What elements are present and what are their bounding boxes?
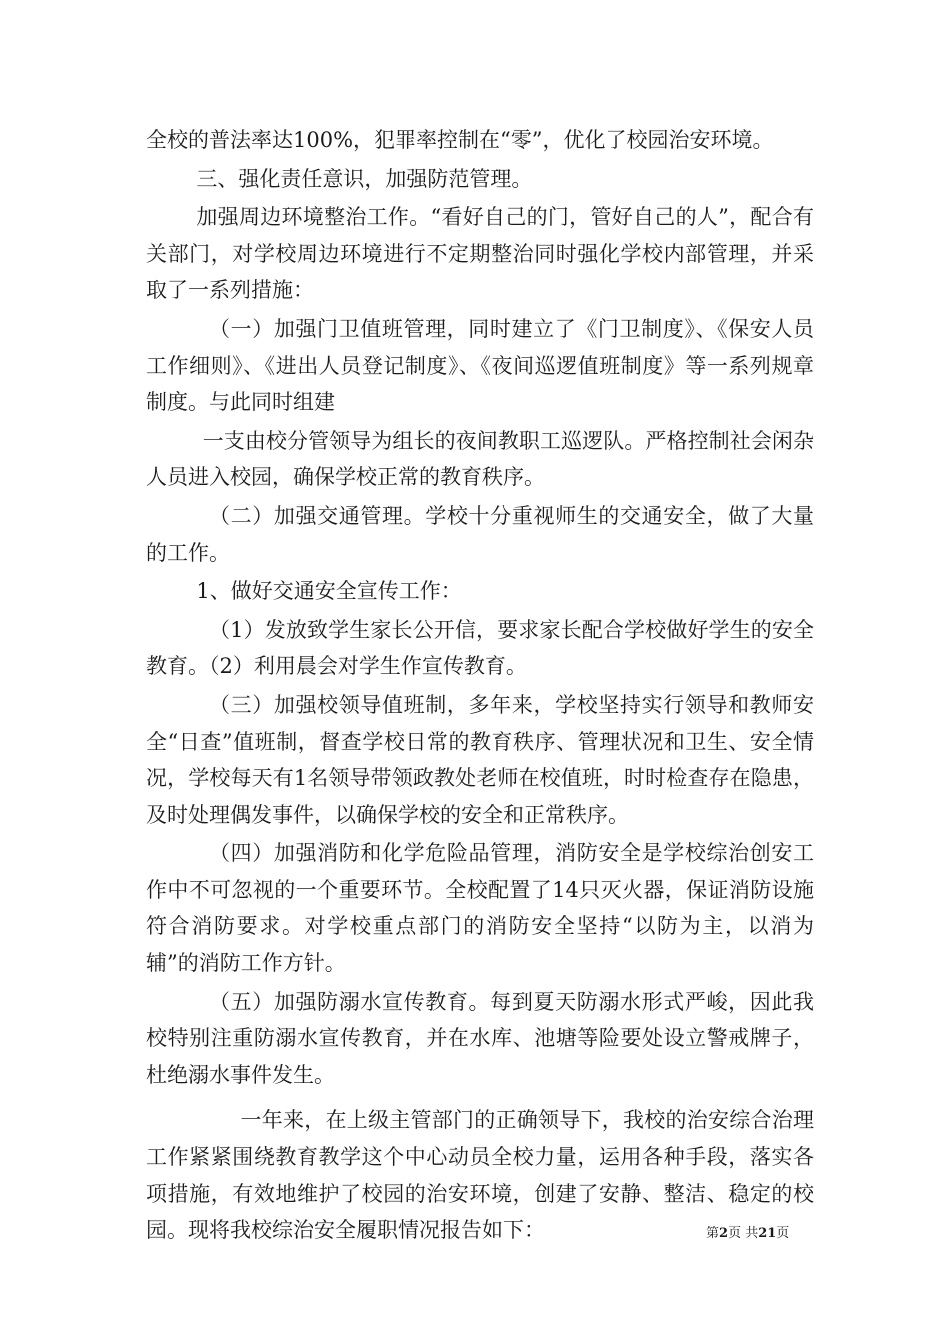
paragraph-11: （五）加强防溺水宣传教育。每到夏天防溺水形式严峻，因此我校特别注重防溺水宣传教育，并在水库、池塘等险要处设立警戒牌子，杜绝溺水事件发生。 xyxy=(146,989,814,1087)
current-page-number: 2 xyxy=(719,1226,729,1241)
page-suffix: 页 xyxy=(776,1226,790,1241)
paragraph-4: （一）加强门卫值班管理，同时建立了《门卫制度》、《保安人员工作细则》、《进出人员登记制度》、《夜间巡逻值班制度》等一系列规章制度。与此同时组建 xyxy=(146,316,814,415)
document-body xyxy=(146,122,814,1249)
paragraph-5: 一支由校分管领导为组长的夜间教职工巡逻队。严格控制社会闲杂人员进入校园，确保学校正常的教育秩序。 xyxy=(146,428,814,490)
paragraph-2: 三、强化责任意识，加强防范管理。 xyxy=(196,166,533,191)
paragraph-3: 加强周边环境整治工作。“看好自己的门，管好自己的人”，配合有关部门，对学校周边环境进行不定期整治同时强化学校内部管理，并采取了一系列措施： xyxy=(146,205,814,303)
page-number xyxy=(706,1222,789,1241)
paragraph-12: 一年来，在上级主管部门的正确领导下，我校的治安综合治理工作紧紧围绕教育教学这个中心动员全校力量，运用各种手段，落实各项措施，有效地维护了校园的治安环境，创建了安静、整洁、稳定的校园。现将我校综治安全履职情况报告如下： xyxy=(146,1108,814,1243)
paragraph-6: （二）加强交通管理。学校十分重视师生的交通安全，做了大量的工作。 xyxy=(146,503,814,565)
total-page-number: 21 xyxy=(758,1226,777,1241)
page-prefix: 第 xyxy=(706,1226,720,1241)
paragraph-10: （四）加强消防和化学危险品管理，消防安全是学校综治创安工作中不可忽视的一个重要环节。全校配置了14只灭火器，保证消防设施符合消防要求。对学校重点部门的消防安全坚持“以防为主，以消为辅”的消防工作方针。 xyxy=(146,841,814,976)
paragraph-9: （三）加强校领导值班制，多年来，学校坚持实行领导和教师安全“日查”值班制，督查学校日常的教育秩序、管理状况和卫生、安全情况，学校每天有1名领导带领政教处老师在校值班，时时检查存在隐患，及时处理偶发事件，以确保学校的安全和正常秩序。 xyxy=(146,692,814,827)
page-middle: 页 共 xyxy=(728,1226,759,1241)
paragraph-7: 1、做好交通安全宣传工作： xyxy=(196,579,462,604)
paragraph-8: （1）发放致学生家长公开信，要求家长配合学校做好学生的安全教育。（2）利用晨会对学生作宣传教育。 xyxy=(146,617,814,679)
paragraph-1: 全校的普法率达100%，犯罪率控制在“零”，优化了校园治安环境。 xyxy=(146,128,774,152)
